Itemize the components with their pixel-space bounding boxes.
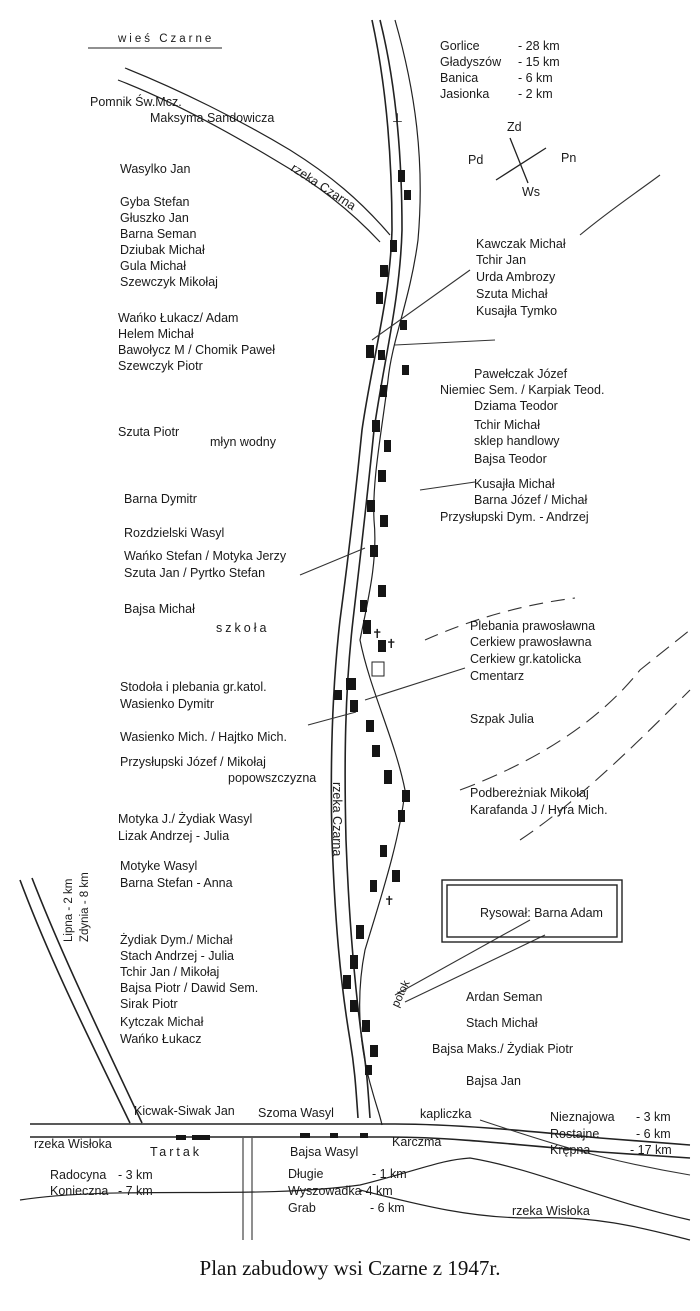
east-label: Cerkiew prawosławna bbox=[470, 635, 592, 649]
west-label: Barna Seman bbox=[120, 227, 197, 241]
east-label: Dziama Teodor bbox=[474, 399, 558, 413]
west-label: Wańko Łukacz/ Adam bbox=[118, 311, 239, 325]
west-label: Żydiak Dym./ Michał bbox=[120, 933, 233, 947]
dist-place: Długie bbox=[288, 1167, 324, 1181]
distances-top bbox=[440, 39, 560, 101]
east-label: Karafanda J / Hyra Mich. bbox=[470, 803, 608, 817]
compass-n: Zd bbox=[507, 120, 522, 134]
west-label: Szuta Piotr bbox=[118, 425, 180, 439]
school-label: szkoła bbox=[216, 621, 270, 635]
road-to-lipna-1 bbox=[20, 880, 130, 1123]
east-label: Szuta Michał bbox=[476, 287, 548, 301]
side-road-kawczak bbox=[372, 270, 470, 340]
compass-e: Pn bbox=[561, 151, 577, 165]
west-label: Dziubak Michał bbox=[120, 243, 205, 257]
west-label: Kytczak Michał bbox=[120, 1015, 204, 1029]
house-marker bbox=[363, 620, 371, 634]
szoma-label: Szoma Wasyl bbox=[258, 1106, 334, 1120]
west-label: Głuszko Jan bbox=[120, 211, 189, 225]
house-marker bbox=[300, 1133, 310, 1138]
house-marker bbox=[380, 265, 388, 277]
church-cross-icon-2: ✝ bbox=[386, 637, 397, 651]
house-marker bbox=[362, 1020, 370, 1032]
cross-top-icon: ⊥ bbox=[392, 111, 403, 125]
river-czarna-top-label: rzeka Czarna bbox=[288, 160, 359, 214]
compass-s: Ws bbox=[522, 185, 541, 199]
house-marker bbox=[192, 1135, 210, 1140]
east-label: Szpak Julia bbox=[470, 712, 534, 726]
east-label: Niemiec Sem. / Karpiak Teod. bbox=[440, 383, 605, 397]
east-label: Bajsa Jan bbox=[466, 1074, 521, 1088]
west-label: Bawołycz M / Chomik Paweł bbox=[118, 343, 275, 357]
west-label: Sirak Piotr bbox=[120, 997, 178, 1011]
house-marker bbox=[334, 690, 342, 700]
house-marker bbox=[367, 500, 375, 512]
west-label: Stodoła i plebania gr.katol. bbox=[120, 680, 267, 694]
church-cross-icon: ✝ bbox=[372, 627, 383, 641]
east-label: Cmentarz bbox=[470, 669, 525, 683]
dist-place: Wyszowadka bbox=[288, 1184, 362, 1198]
dist-km: - 1 km bbox=[372, 1167, 407, 1181]
dist-place: Gorlice bbox=[440, 39, 480, 53]
dist-place: Banica bbox=[440, 71, 479, 85]
dist-km: - 6 km bbox=[370, 1201, 405, 1215]
west-label: Wańko Łukacz bbox=[120, 1032, 202, 1046]
dist-place: Krępna bbox=[550, 1143, 591, 1157]
house-marker bbox=[398, 810, 405, 822]
house-marker bbox=[350, 1000, 358, 1012]
karczma-label: Karczma bbox=[392, 1135, 442, 1149]
east-label: Tchir Jan bbox=[476, 253, 527, 267]
distances-bottom-right bbox=[550, 1110, 672, 1157]
east-label: Barna Józef / Michał bbox=[474, 493, 588, 507]
east-label: Cerkiew gr.katolicka bbox=[470, 652, 582, 666]
west-label: Wasienko Dymitr bbox=[120, 697, 214, 711]
east-label: Podbereżniak Mikołaj bbox=[470, 786, 589, 800]
dist-place: Grab bbox=[288, 1201, 316, 1215]
house-marker bbox=[380, 385, 387, 397]
east-label: Przysłupski Dym. - Andrzej bbox=[440, 510, 589, 524]
dist-place: Jasionka bbox=[440, 87, 490, 101]
west-labels bbox=[118, 162, 287, 1046]
dist-place: Konieczna bbox=[50, 1184, 109, 1198]
distances-bottom-center bbox=[288, 1167, 407, 1215]
dist-km: - 3 km bbox=[118, 1168, 153, 1182]
dist-km: - 2 km bbox=[518, 87, 553, 101]
house-marker bbox=[402, 365, 409, 375]
side-road-to-mlyn bbox=[395, 340, 495, 345]
west-label: Szewczyk Mikołaj bbox=[120, 275, 218, 289]
west-label: Tchir Jan / Mikołaj bbox=[120, 965, 220, 979]
east-label: Kusajła Tymko bbox=[476, 304, 558, 318]
west-label: Lizak Andrzej - Julia bbox=[118, 829, 230, 843]
west-label: Helem Michał bbox=[118, 327, 194, 341]
east-label: Pawełczak Józef bbox=[474, 367, 568, 381]
house-marker bbox=[400, 320, 407, 330]
house-marker bbox=[346, 678, 356, 690]
house-marker bbox=[384, 770, 392, 784]
map-caption: Plan zabudowy wsi Czarne z 1947r. bbox=[199, 1256, 501, 1280]
house-marker bbox=[390, 240, 397, 252]
side-road-east-lower bbox=[395, 920, 530, 995]
house-marker bbox=[392, 870, 400, 882]
dist-km: - 6 km bbox=[518, 71, 553, 85]
house-marker bbox=[372, 420, 380, 432]
monument-line1: Pomnik Św.Mcz. bbox=[90, 95, 182, 109]
dist-km: - 17 km bbox=[630, 1143, 672, 1157]
dist-place: Gładyszów bbox=[440, 55, 502, 69]
side-road-west-1 bbox=[300, 548, 365, 575]
river-czarna-mid-label: rzeka Czarna bbox=[330, 782, 344, 857]
road-left-line1: Lipna - 2 km bbox=[63, 878, 75, 942]
house-marker bbox=[330, 1133, 338, 1138]
dist-km: - 28 km bbox=[518, 39, 560, 53]
east-label: Ardan Seman bbox=[466, 990, 543, 1004]
west-label: Szewczyk Piotr bbox=[118, 359, 203, 373]
chapel-icon: ✝ bbox=[384, 894, 395, 908]
house-marker bbox=[360, 600, 367, 612]
river-wisloka-right-label: rzeka Wisłoka bbox=[512, 1204, 590, 1218]
west-label: Motyke Wasyl bbox=[120, 859, 198, 873]
house-marker bbox=[378, 350, 385, 360]
house-marker bbox=[380, 845, 387, 857]
trail-northeast bbox=[580, 175, 660, 235]
west-label: Bajsa Michał bbox=[124, 602, 195, 616]
east-label: Plebania prawosławna bbox=[470, 619, 596, 633]
west-label: Bajsa Piotr / Dawid Sem. bbox=[120, 981, 259, 995]
side-road-cerkiew bbox=[365, 668, 465, 700]
drawn-by-label: Rysował: Barna Adam bbox=[480, 906, 603, 920]
west-label: Gula Michał bbox=[120, 259, 186, 273]
west-label: Wasienko Mich. / Hajtko Mich. bbox=[120, 730, 287, 744]
house-marker bbox=[378, 640, 386, 652]
east-label: Urda Ambrozy bbox=[476, 270, 556, 284]
popowszczyzna-label: popowszczyzna bbox=[228, 771, 317, 785]
east-label: Stach Michał bbox=[466, 1016, 538, 1030]
trail-east-3 bbox=[520, 690, 690, 840]
compass-w: Pd bbox=[468, 153, 484, 167]
house-marker bbox=[360, 1133, 368, 1138]
east-label: sklep handlowy bbox=[474, 434, 560, 448]
west-label: Barna Dymitr bbox=[124, 492, 197, 506]
mill-label: młyn wodny bbox=[210, 435, 276, 449]
dist-place: Rostajne bbox=[550, 1127, 600, 1141]
east-label: Bajsa Teodor bbox=[474, 452, 547, 466]
house-marker bbox=[398, 170, 405, 182]
house-marker bbox=[378, 585, 386, 597]
house-marker bbox=[370, 545, 378, 557]
east-label: Tchir Michał bbox=[474, 418, 540, 432]
house-marker bbox=[350, 955, 358, 969]
dist-place: Radocyna bbox=[50, 1168, 107, 1182]
main-road-west-edge bbox=[331, 20, 395, 1118]
dist-km: - 3 km bbox=[636, 1110, 671, 1124]
house-marker bbox=[350, 700, 358, 712]
dist-km: - 6 km bbox=[636, 1127, 671, 1141]
house-marker bbox=[372, 745, 380, 757]
west-label: Wańko Stefan / Motyka Jerzy bbox=[124, 549, 287, 563]
tartak-label: Tartak bbox=[150, 1145, 203, 1159]
distances-bottom-left bbox=[50, 1168, 153, 1198]
house-marker bbox=[380, 515, 388, 527]
river-czarna bbox=[360, 20, 421, 1125]
side-road-east-upper bbox=[420, 482, 475, 490]
west-label: Szuta Jan / Pyrtko Stefan bbox=[124, 566, 266, 580]
west-label: Barna Stefan - Anna bbox=[120, 876, 233, 890]
church-icon bbox=[372, 662, 384, 676]
house-marker bbox=[370, 1045, 378, 1057]
house-marker bbox=[376, 292, 383, 304]
house-marker bbox=[366, 345, 374, 358]
west-label: Stach Andrzej - Julia bbox=[120, 949, 234, 963]
kicwak-label: Kicwak-Siwak Jan bbox=[134, 1104, 235, 1118]
house-marker bbox=[356, 925, 364, 939]
house-marker bbox=[365, 1065, 372, 1075]
house-marker bbox=[402, 790, 410, 802]
east-label: Kawczak Michał bbox=[476, 237, 566, 251]
dist-km: - 4 km bbox=[358, 1184, 393, 1198]
river-wisloka-left-label: rzeka Wisłoka bbox=[34, 1137, 112, 1151]
west-label: Wasylko Jan bbox=[120, 162, 191, 176]
house-marker bbox=[378, 470, 386, 482]
house-marker bbox=[370, 880, 377, 892]
house-marker bbox=[366, 720, 374, 732]
house-marker bbox=[404, 190, 411, 200]
west-label: Rozdzielski Wasyl bbox=[124, 526, 225, 540]
dist-km: - 15 km bbox=[518, 55, 560, 69]
dist-km: - 7 km bbox=[118, 1184, 153, 1198]
dist-place: Nieznajowa bbox=[550, 1110, 615, 1124]
house-marker bbox=[384, 440, 391, 452]
village-header: wieś Czarne bbox=[118, 33, 215, 45]
house-marker bbox=[176, 1135, 186, 1140]
stream-label: potok bbox=[389, 978, 413, 1010]
kapliczka-label: kapliczka bbox=[420, 1107, 472, 1121]
east-label: Bajsa Maks./ Żydiak Piotr bbox=[432, 1042, 574, 1056]
west-label: Motyka J./ Żydiak Wasyl bbox=[118, 812, 253, 826]
bajsa-wasyl-label: Bajsa Wasyl bbox=[290, 1145, 359, 1159]
house-marker bbox=[343, 975, 351, 989]
monument-line2: Maksyma Sandowicza bbox=[150, 111, 275, 125]
east-label: Kusajła Michał bbox=[474, 477, 555, 491]
west-label: Gyba Stefan bbox=[120, 195, 190, 209]
road-left-line2: Zdynia - 8 km bbox=[79, 872, 91, 942]
west-label: Przysłupski Józef / Mikołaj bbox=[120, 755, 266, 769]
